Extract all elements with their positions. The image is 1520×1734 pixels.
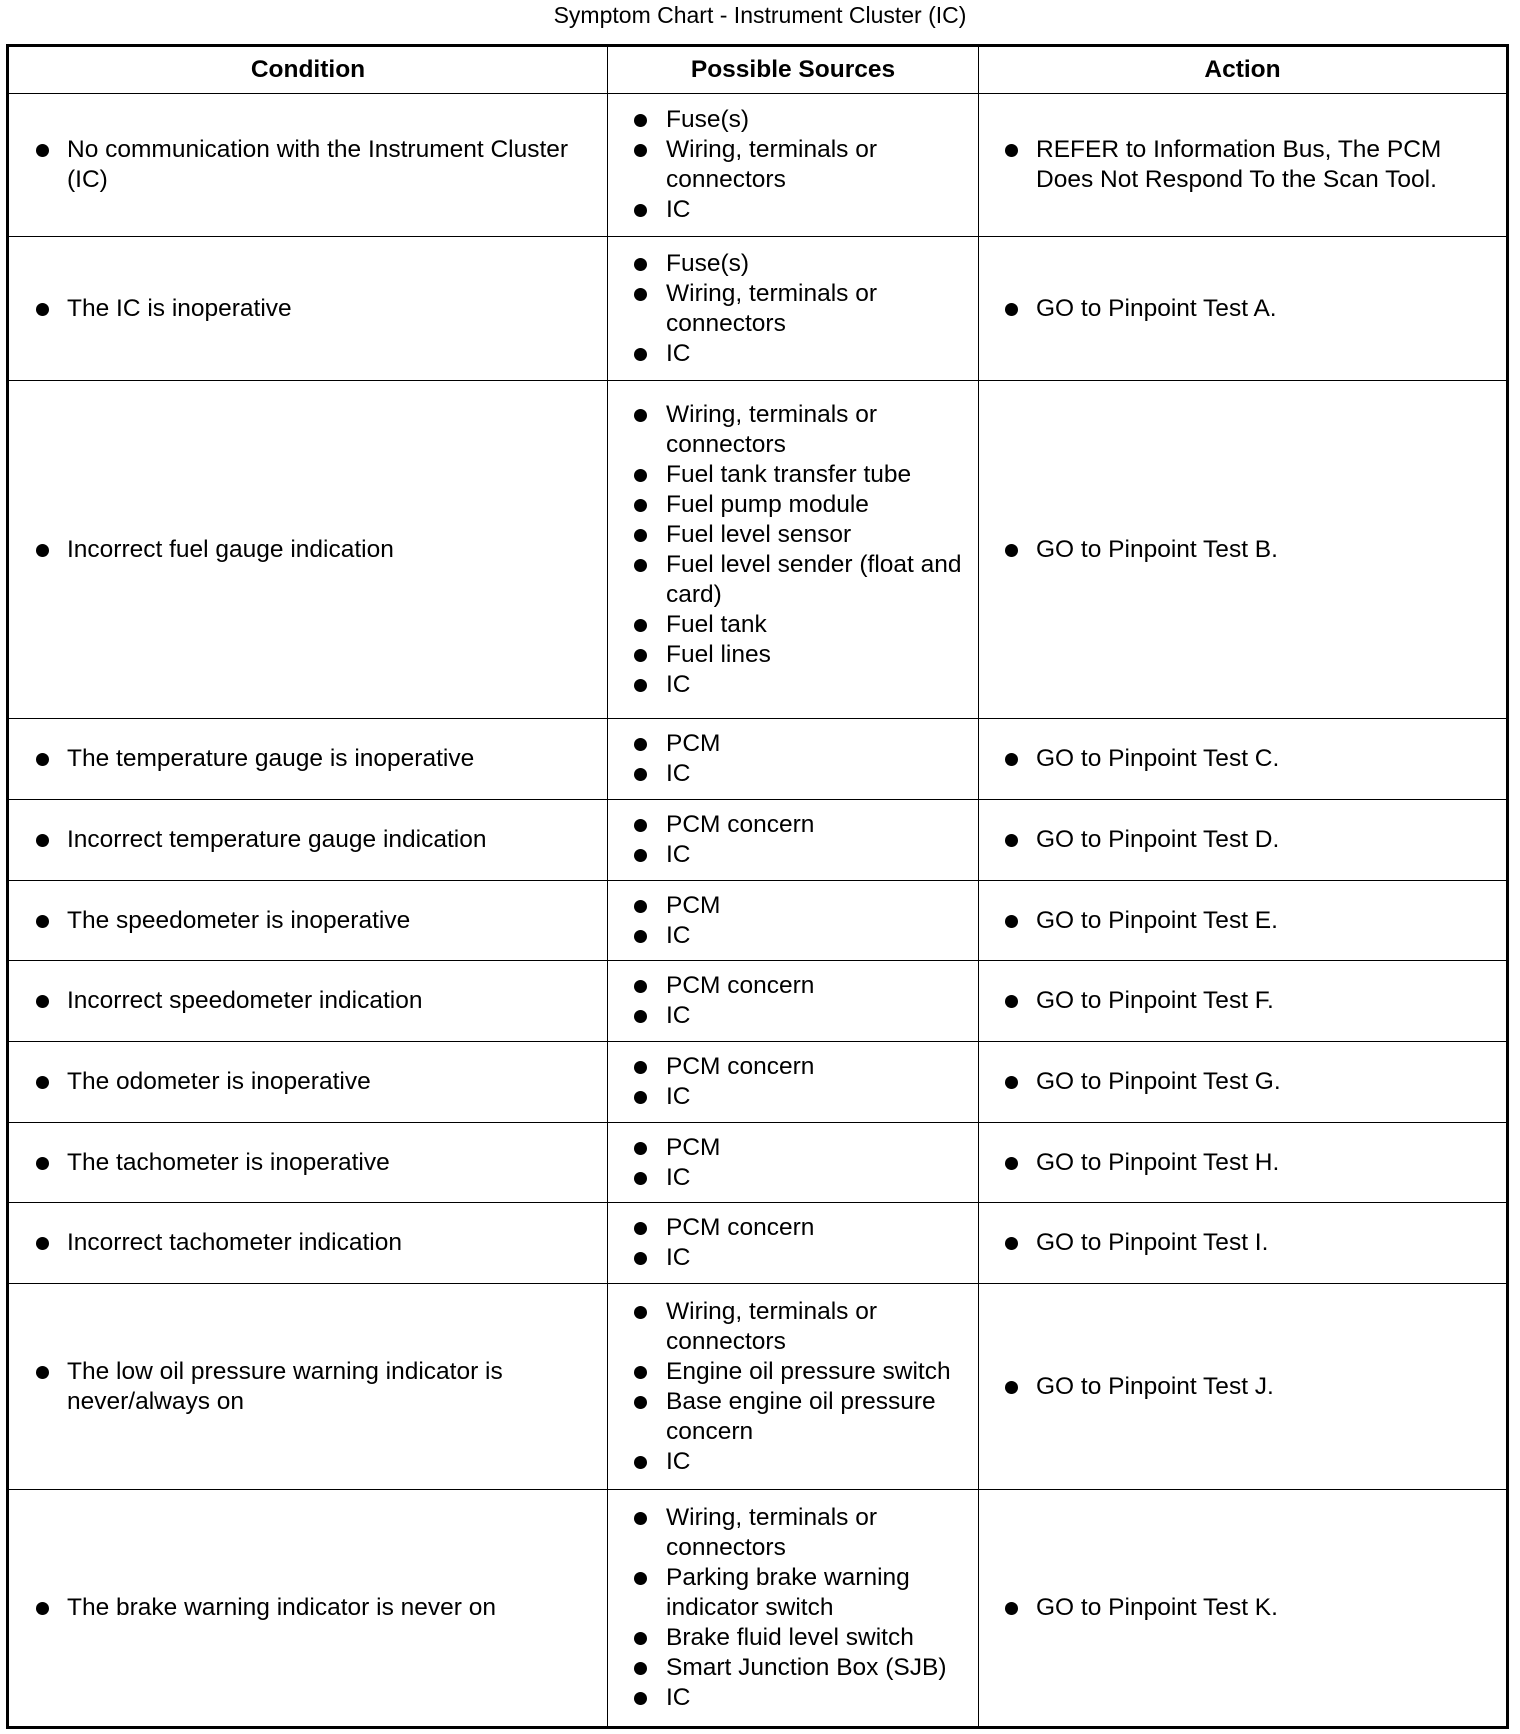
bullet-icon	[36, 544, 49, 557]
action-cell	[979, 94, 1508, 237]
table-row	[8, 961, 1508, 1042]
possible-sources-cell	[608, 1490, 979, 1728]
table-row	[8, 1042, 1508, 1123]
possible-sources-cell	[608, 719, 979, 800]
source-text: Fuel pump module	[666, 490, 869, 518]
action-item	[979, 825, 1506, 855]
possible-sources-cell	[608, 237, 979, 381]
source-item	[608, 490, 978, 520]
table-row	[8, 719, 1508, 800]
condition-text: The odometer is inoperative	[67, 1068, 371, 1095]
table-row	[8, 1490, 1508, 1728]
condition-text: Incorrect temperature gauge indication	[67, 826, 487, 853]
bullet-icon	[36, 303, 49, 316]
bullet-icon	[1005, 1157, 1018, 1170]
table-row	[8, 237, 1508, 381]
bullet-icon	[36, 1076, 49, 1089]
table-row	[8, 94, 1508, 237]
bullet-icon	[634, 1366, 647, 1379]
bullet-icon	[634, 1692, 647, 1705]
bullet-icon	[1005, 915, 1018, 928]
action-cell	[979, 719, 1508, 800]
bullet-icon	[634, 1396, 647, 1409]
bullet-icon	[634, 1252, 647, 1265]
table-row	[8, 800, 1508, 881]
action-cell	[979, 1123, 1508, 1203]
possible-sources-cell	[608, 94, 979, 237]
source-item	[608, 1563, 978, 1623]
source-text: Fuel tank	[666, 610, 767, 638]
condition-text: The low oil pressure warning indicator is never/always on	[67, 1357, 503, 1415]
condition-text: Incorrect tachometer indication	[67, 1229, 402, 1256]
source-item	[608, 1243, 978, 1273]
source-item	[608, 550, 978, 610]
table-header-row	[8, 46, 1508, 94]
source-item	[608, 400, 978, 460]
condition-item	[9, 294, 607, 324]
bullet-icon	[634, 144, 647, 157]
source-item	[608, 339, 978, 369]
bullet-icon	[634, 1061, 647, 1074]
condition-text: The tachometer is inoperative	[67, 1148, 390, 1176]
source-text: IC	[666, 1002, 691, 1029]
source-item	[608, 921, 978, 951]
source-item	[608, 759, 978, 789]
bullet-icon	[1005, 995, 1018, 1008]
action-item	[979, 906, 1506, 936]
possible-sources-cell	[608, 881, 979, 961]
table-row	[8, 1203, 1508, 1284]
condition-cell	[8, 1284, 608, 1490]
action-item	[979, 1228, 1506, 1258]
bullet-icon	[36, 1602, 49, 1615]
condition-cell	[8, 1123, 608, 1203]
condition-cell	[8, 1042, 608, 1123]
bullet-icon	[634, 980, 647, 993]
source-item	[608, 729, 978, 759]
action-text: GO to Pinpoint Test I.	[1036, 1229, 1269, 1256]
source-item	[608, 279, 978, 339]
table-body	[8, 94, 1508, 1728]
table-row	[8, 881, 1508, 961]
source-text: IC	[666, 670, 691, 698]
bullet-icon	[634, 1632, 647, 1645]
source-text: Base engine oil pressure concern	[666, 1387, 936, 1445]
condition-cell	[8, 1203, 608, 1284]
bullet-icon	[634, 1222, 647, 1235]
bullet-icon	[634, 1010, 647, 1023]
condition-item	[9, 1357, 607, 1417]
condition-text: Incorrect fuel gauge indication	[67, 535, 394, 563]
condition-item	[9, 535, 607, 565]
source-text: Brake fluid level switch	[666, 1624, 914, 1651]
bullet-icon	[634, 1142, 647, 1155]
condition-cell	[8, 881, 608, 961]
bullet-icon	[36, 915, 49, 928]
action-item	[979, 294, 1506, 324]
condition-item	[9, 135, 607, 195]
bullet-icon	[634, 559, 647, 572]
bullet-icon	[634, 679, 647, 692]
condition-cell	[8, 719, 608, 800]
bullet-icon	[634, 1662, 647, 1675]
action-text: GO to Pinpoint Test C.	[1036, 745, 1280, 772]
source-text: Wiring, terminals or connectors	[666, 136, 878, 193]
source-item	[608, 1052, 978, 1082]
source-text: IC	[666, 1447, 691, 1475]
bullet-icon	[634, 619, 647, 632]
possible-sources-cell	[608, 1123, 979, 1203]
source-item	[608, 105, 978, 135]
bullet-icon	[634, 1306, 647, 1319]
action-item	[979, 135, 1506, 195]
possible-sources-cell	[608, 381, 979, 719]
action-text: GO to Pinpoint Test A.	[1036, 294, 1277, 322]
bullet-icon	[634, 1456, 647, 1469]
source-text: PCM	[666, 891, 721, 919]
condition-text: The speedometer is inoperative	[67, 906, 411, 934]
action-cell	[979, 800, 1508, 881]
source-text: Wiring, terminals or connectors	[666, 1297, 878, 1355]
action-item	[979, 744, 1506, 774]
source-text: IC	[666, 760, 691, 787]
source-text: IC	[666, 1083, 691, 1110]
source-item	[608, 1297, 978, 1357]
condition-header: Condition	[8, 46, 608, 94]
source-item	[608, 1623, 978, 1653]
source-item	[608, 135, 978, 195]
source-text: PCM concern	[666, 1214, 815, 1241]
source-text: IC	[666, 921, 691, 949]
bullet-icon	[634, 900, 647, 913]
source-item	[608, 1213, 978, 1243]
source-text: Wiring, terminals or connectors	[666, 1504, 878, 1561]
source-text: Fuse(s)	[666, 249, 750, 277]
action-item	[979, 1593, 1506, 1623]
chart-caption: Symptom Chart - Instrument Cluster (IC)	[553, 2, 967, 28]
action-item	[979, 1067, 1506, 1097]
condition-text: The IC is inoperative	[67, 294, 292, 322]
condition-text: The brake warning indicator is never on	[67, 1594, 496, 1621]
bullet-icon	[634, 738, 647, 751]
bullet-icon	[36, 995, 49, 1008]
source-text: Wiring, terminals or connectors	[666, 400, 878, 458]
bullet-icon	[1005, 303, 1018, 316]
source-item	[608, 971, 978, 1001]
action-cell	[979, 381, 1508, 719]
source-item	[608, 1653, 978, 1683]
bullet-icon	[634, 204, 647, 217]
bullet-icon	[634, 819, 647, 832]
bullet-icon	[634, 1512, 647, 1525]
bullet-icon	[634, 288, 647, 301]
source-text: IC	[666, 1684, 691, 1711]
source-item	[608, 1683, 978, 1713]
source-text: Fuel lines	[666, 640, 771, 668]
source-text: Fuel tank transfer tube	[666, 460, 912, 488]
source-item	[608, 640, 978, 670]
source-item	[608, 670, 978, 700]
possible-sources-cell	[608, 1284, 979, 1490]
source-item	[608, 1387, 978, 1447]
table-row	[8, 381, 1508, 719]
action-cell	[979, 237, 1508, 381]
action-cell	[979, 881, 1508, 961]
condition-cell	[8, 961, 608, 1042]
bullet-icon	[36, 1157, 49, 1170]
table-row	[8, 1123, 1508, 1203]
condition-cell	[8, 381, 608, 719]
action-header: Action	[979, 46, 1508, 94]
action-text: GO to Pinpoint Test G.	[1036, 1068, 1281, 1095]
bullet-icon	[36, 1237, 49, 1250]
source-item	[608, 1133, 978, 1163]
bullet-icon	[634, 409, 647, 422]
bullet-icon	[1005, 144, 1018, 157]
action-text: GO to Pinpoint Test F.	[1036, 987, 1274, 1014]
source-text: Fuel level sender (float and card)	[666, 550, 962, 608]
source-text: Smart Junction Box (SJB)	[666, 1654, 947, 1681]
action-text: GO to Pinpoint Test B.	[1036, 535, 1278, 563]
bullet-icon	[1005, 1381, 1018, 1394]
action-cell	[979, 961, 1508, 1042]
source-item	[608, 460, 978, 490]
bullet-icon	[634, 258, 647, 271]
condition-cell	[8, 800, 608, 881]
possible-sources-cell	[608, 1203, 979, 1284]
source-item	[608, 891, 978, 921]
source-item	[608, 1163, 978, 1193]
action-text: GO to Pinpoint Test D.	[1036, 826, 1280, 853]
condition-item	[9, 906, 607, 936]
bullet-icon	[634, 649, 647, 662]
source-item	[608, 810, 978, 840]
table-row	[8, 1284, 1508, 1490]
possible-sources-header: Possible Sources	[608, 46, 979, 94]
source-item	[608, 1001, 978, 1031]
bullet-icon	[1005, 1602, 1018, 1615]
action-text: REFER to Information Bus, The PCM Does Not Respond To the Scan Tool.	[1036, 136, 1442, 193]
bullet-icon	[634, 469, 647, 482]
source-text: PCM	[666, 730, 721, 757]
action-item	[979, 1148, 1506, 1178]
symptom-chart-table	[6, 44, 1509, 1729]
source-item	[608, 1082, 978, 1112]
source-item	[608, 520, 978, 550]
bullet-icon	[634, 930, 647, 943]
source-text: IC	[666, 1244, 691, 1271]
source-item	[608, 610, 978, 640]
source-text: IC	[666, 339, 691, 367]
action-text: GO to Pinpoint Test E.	[1036, 906, 1278, 934]
condition-item	[9, 986, 607, 1016]
bullet-icon	[634, 499, 647, 512]
action-cell	[979, 1203, 1508, 1284]
source-text: PCM concern	[666, 972, 815, 999]
source-text: PCM	[666, 1133, 721, 1161]
source-item	[608, 195, 978, 225]
bullet-icon	[1005, 544, 1018, 557]
condition-item	[9, 1067, 607, 1097]
action-item	[979, 986, 1506, 1016]
condition-cell	[8, 1490, 608, 1728]
action-item	[979, 535, 1506, 565]
source-text: PCM concern	[666, 811, 815, 838]
action-cell	[979, 1284, 1508, 1490]
source-text: IC	[666, 841, 691, 868]
condition-item	[9, 825, 607, 855]
source-text: Parking brake warning indicator switch	[666, 1564, 910, 1621]
source-item	[608, 1447, 978, 1477]
action-text: GO to Pinpoint Test J.	[1036, 1372, 1274, 1400]
source-item	[608, 840, 978, 870]
action-cell	[979, 1490, 1508, 1728]
action-item	[979, 1372, 1506, 1402]
bullet-icon	[634, 1172, 647, 1185]
bullet-icon	[36, 144, 49, 157]
source-item	[608, 1503, 978, 1563]
bullet-icon	[36, 753, 49, 766]
bullet-icon	[634, 849, 647, 862]
bullet-icon	[634, 1091, 647, 1104]
source-text: Fuel level sensor	[666, 520, 852, 548]
action-text: GO to Pinpoint Test K.	[1036, 1594, 1278, 1621]
source-text: IC	[666, 1163, 691, 1191]
bullet-icon	[634, 529, 647, 542]
bullet-icon	[1005, 834, 1018, 847]
source-text: PCM concern	[666, 1053, 815, 1080]
condition-item	[9, 1148, 607, 1178]
source-item	[608, 249, 978, 279]
action-text: GO to Pinpoint Test H.	[1036, 1148, 1280, 1176]
source-text: Wiring, terminals or connectors	[666, 279, 878, 337]
source-text: IC	[666, 196, 691, 223]
bullet-icon	[36, 1366, 49, 1379]
bullet-icon	[36, 834, 49, 847]
condition-text: Incorrect speedometer indication	[67, 987, 423, 1014]
action-cell	[979, 1042, 1508, 1123]
condition-item	[9, 1593, 607, 1623]
condition-cell	[8, 237, 608, 381]
bullet-icon	[634, 114, 647, 127]
bullet-icon	[634, 1572, 647, 1585]
condition-item	[9, 744, 607, 774]
possible-sources-cell	[608, 961, 979, 1042]
bullet-icon	[1005, 1076, 1018, 1089]
condition-text: The temperature gauge is inoperative	[67, 745, 475, 772]
bullet-icon	[1005, 1237, 1018, 1250]
source-item	[608, 1357, 978, 1387]
bullet-icon	[1005, 753, 1018, 766]
bullet-icon	[634, 768, 647, 781]
condition-text: No communication with the Instrument Cluster (IC)	[67, 136, 569, 193]
possible-sources-cell	[608, 800, 979, 881]
source-text: Engine oil pressure switch	[666, 1357, 951, 1385]
condition-item	[9, 1228, 607, 1258]
source-text: Fuse(s)	[666, 106, 750, 133]
condition-cell	[8, 94, 608, 237]
bullet-icon	[634, 348, 647, 361]
possible-sources-cell	[608, 1042, 979, 1123]
